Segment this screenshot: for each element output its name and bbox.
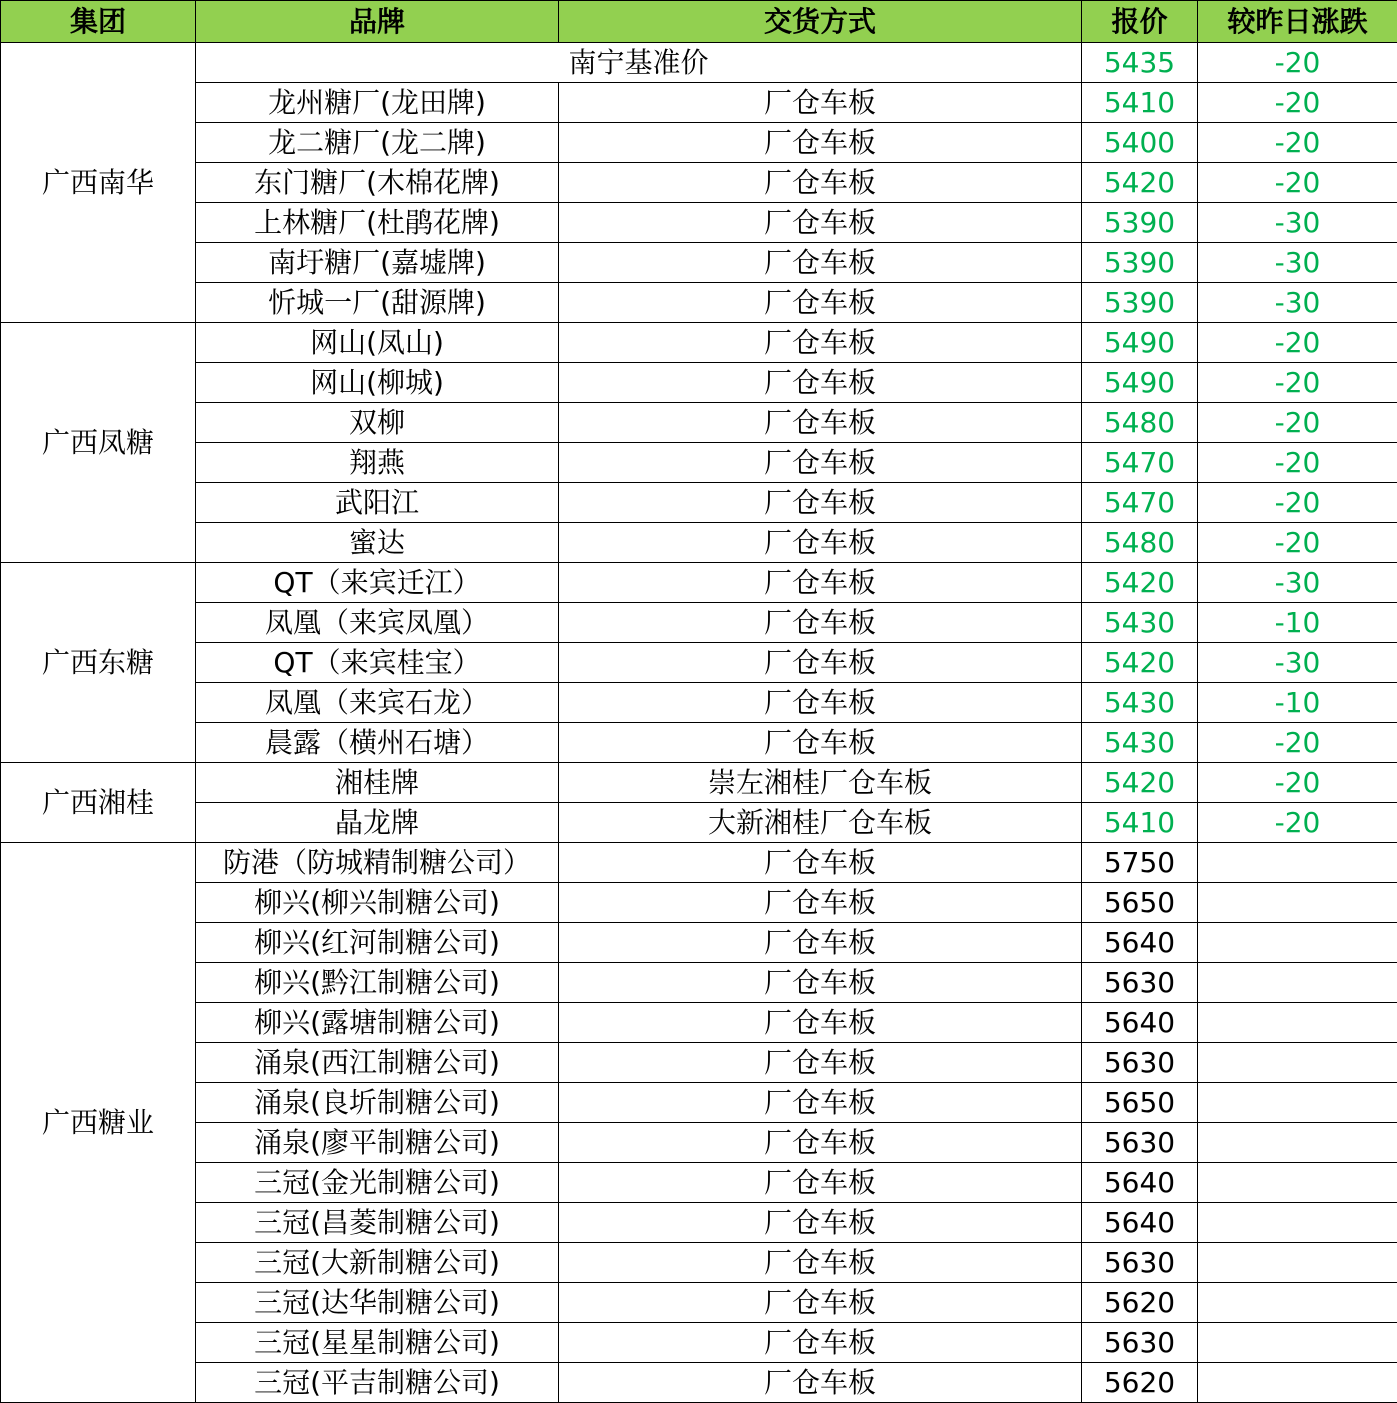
brand-cell: 南圩糖厂(嘉墟牌): [196, 243, 559, 283]
price-cell: 5390: [1082, 203, 1198, 243]
delivery-cell: 厂仓车板: [559, 643, 1082, 683]
header-change: 较昨日涨跌: [1198, 1, 1397, 43]
price-cell: 5470: [1082, 483, 1198, 523]
brand-cell: 翔燕: [196, 443, 559, 483]
price-cell: 5630: [1082, 1043, 1198, 1083]
brand-cell: 涌泉(西江制糖公司): [196, 1043, 559, 1083]
table-row: [1, 83, 1397, 123]
brand-cell: 防港（防城精制糖公司）: [196, 843, 559, 883]
change-cell: [1198, 1363, 1397, 1403]
table-row: [1, 363, 1397, 403]
table-row: [1, 1043, 1397, 1083]
benchmark-change: -20: [1198, 43, 1397, 83]
delivery-cell: 厂仓车板: [559, 443, 1082, 483]
change-cell: -30: [1198, 243, 1397, 283]
price-cell: 5640: [1082, 1203, 1198, 1243]
table-row: [1, 1003, 1397, 1043]
brand-cell: 三冠(平吉制糖公司): [196, 1363, 559, 1403]
delivery-cell: 厂仓车板: [559, 523, 1082, 563]
brand-cell: 东门糖厂(木棉花牌): [196, 163, 559, 203]
delivery-cell: 厂仓车板: [559, 323, 1082, 363]
delivery-cell: 厂仓车板: [559, 1363, 1082, 1403]
price-cell: 5420: [1082, 643, 1198, 683]
change-cell: -20: [1198, 363, 1397, 403]
header-group: 集团: [1, 1, 196, 43]
delivery-cell: 厂仓车板: [559, 683, 1082, 723]
brand-cell: 双柳: [196, 403, 559, 443]
delivery-cell: 厂仓车板: [559, 1043, 1082, 1083]
brand-cell: 柳兴(黔江制糖公司): [196, 963, 559, 1003]
price-cell: 5620: [1082, 1363, 1198, 1403]
delivery-cell: 厂仓车板: [559, 1203, 1082, 1243]
group-name-cell: 广西南华: [1, 43, 196, 323]
delivery-cell: 厂仓车板: [559, 363, 1082, 403]
delivery-cell: 厂仓车板: [559, 843, 1082, 883]
table-row: [1, 1123, 1397, 1163]
price-cell: 5630: [1082, 1243, 1198, 1283]
price-cell: 5390: [1082, 283, 1198, 323]
table-row: [1, 1163, 1397, 1203]
table-body: [1, 43, 1397, 1403]
brand-cell: 晨露（横州石塘）: [196, 723, 559, 763]
brand-cell: 三冠(昌菱制糖公司): [196, 1203, 559, 1243]
table-row: [1, 643, 1397, 683]
price-cell: 5400: [1082, 123, 1198, 163]
price-cell: 5420: [1082, 763, 1198, 803]
brand-cell: 柳兴(红河制糖公司): [196, 923, 559, 963]
brand-cell: 武阳江: [196, 483, 559, 523]
change-cell: [1198, 1003, 1397, 1043]
change-cell: -30: [1198, 643, 1397, 683]
brand-cell: QT（来宾迁江）: [196, 563, 559, 603]
price-cell: 5750: [1082, 843, 1198, 883]
change-cell: [1198, 1083, 1397, 1123]
change-cell: [1198, 963, 1397, 1003]
table-row: [1, 1243, 1397, 1283]
change-cell: -20: [1198, 443, 1397, 483]
brand-cell: 晶龙牌: [196, 803, 559, 843]
delivery-cell: 厂仓车板: [559, 403, 1082, 443]
table-row: [1, 683, 1397, 723]
change-cell: -20: [1198, 763, 1397, 803]
brand-cell: 上林糖厂(杜鹃花牌): [196, 203, 559, 243]
delivery-cell: 厂仓车板: [559, 123, 1082, 163]
header-delivery: 交货方式: [559, 1, 1082, 43]
delivery-cell: 厂仓车板: [559, 1323, 1082, 1363]
brand-cell: 忻城一厂(甜源牌): [196, 283, 559, 323]
delivery-cell: 厂仓车板: [559, 963, 1082, 1003]
delivery-cell: 厂仓车板: [559, 1083, 1082, 1123]
header-brand: 品牌: [196, 1, 559, 43]
table-row: [1, 1283, 1397, 1323]
change-cell: [1198, 1203, 1397, 1243]
brand-cell: 凤凰（来宾石龙）: [196, 683, 559, 723]
table-row: [1, 283, 1397, 323]
brand-cell: 蜜达: [196, 523, 559, 563]
change-cell: [1198, 883, 1397, 923]
delivery-cell: 厂仓车板: [559, 923, 1082, 963]
group-name-cell: 广西湘桂: [1, 763, 196, 843]
brand-cell: 三冠(星星制糖公司): [196, 1323, 559, 1363]
price-cell: 5650: [1082, 1083, 1198, 1123]
price-cell: 5410: [1082, 83, 1198, 123]
price-cell: 5640: [1082, 1003, 1198, 1043]
price-cell: 5620: [1082, 1283, 1198, 1323]
brand-cell: 网山(柳城): [196, 363, 559, 403]
group-name-cell: 广西凤糖: [1, 323, 196, 563]
delivery-cell: 崇左湘桂厂仓车板: [559, 763, 1082, 803]
delivery-cell: 厂仓车板: [559, 1283, 1082, 1323]
price-cell: 5640: [1082, 923, 1198, 963]
table-row: [1, 123, 1397, 163]
benchmark-price: 5435: [1082, 43, 1198, 83]
price-cell: 5630: [1082, 1323, 1198, 1363]
change-cell: -30: [1198, 283, 1397, 323]
brand-cell: 龙州糖厂(龙田牌): [196, 83, 559, 123]
delivery-cell: 大新湘桂厂仓车板: [559, 803, 1082, 843]
table-row: [1, 403, 1397, 443]
brand-cell: 凤凰（来宾凤凰）: [196, 603, 559, 643]
brand-cell: QT（来宾桂宝）: [196, 643, 559, 683]
price-cell: 5390: [1082, 243, 1198, 283]
brand-cell: 三冠(达华制糖公司): [196, 1283, 559, 1323]
table-row: [1, 203, 1397, 243]
price-cell: 5430: [1082, 723, 1198, 763]
price-cell: 5430: [1082, 603, 1198, 643]
table-row: [1, 883, 1397, 923]
table-row: [1, 603, 1397, 643]
change-cell: [1198, 923, 1397, 963]
delivery-cell: 厂仓车板: [559, 603, 1082, 643]
table-row: [1, 923, 1397, 963]
change-cell: [1198, 1243, 1397, 1283]
table-row: [1, 483, 1397, 523]
header-price: 报价: [1082, 1, 1198, 43]
group-name-cell: 广西糖业: [1, 843, 196, 1403]
brand-cell: 柳兴(柳兴制糖公司): [196, 883, 559, 923]
delivery-cell: 厂仓车板: [559, 283, 1082, 323]
table-row: [1, 563, 1397, 603]
price-cell: 5430: [1082, 683, 1198, 723]
change-cell: [1198, 1123, 1397, 1163]
table-row: [1, 1083, 1397, 1123]
header-row: [1, 1, 1397, 43]
change-cell: -10: [1198, 683, 1397, 723]
price-cell: 5420: [1082, 563, 1198, 603]
delivery-cell: 厂仓车板: [559, 163, 1082, 203]
delivery-cell: 厂仓车板: [559, 1163, 1082, 1203]
table-row: [1, 323, 1397, 363]
delivery-cell: 厂仓车板: [559, 1003, 1082, 1043]
delivery-cell: 厂仓车板: [559, 563, 1082, 603]
change-cell: -20: [1198, 323, 1397, 363]
table-row: [1, 163, 1397, 203]
brand-cell: 三冠(大新制糖公司): [196, 1243, 559, 1283]
delivery-cell: 厂仓车板: [559, 1243, 1082, 1283]
change-cell: -10: [1198, 603, 1397, 643]
table-row: [1, 1363, 1397, 1403]
change-cell: [1198, 1163, 1397, 1203]
change-cell: -20: [1198, 483, 1397, 523]
group-name-cell: 广西东糖: [1, 563, 196, 763]
price-cell: 5650: [1082, 883, 1198, 923]
price-cell: 5630: [1082, 1123, 1198, 1163]
price-cell: 5630: [1082, 963, 1198, 1003]
price-cell: 5480: [1082, 523, 1198, 563]
benchmark-row: [1, 43, 1397, 83]
change-cell: -20: [1198, 163, 1397, 203]
change-cell: -30: [1198, 563, 1397, 603]
delivery-cell: 厂仓车板: [559, 1123, 1082, 1163]
price-cell: 5420: [1082, 163, 1198, 203]
price-cell: 5490: [1082, 363, 1198, 403]
brand-cell: 湘桂牌: [196, 763, 559, 803]
delivery-cell: 厂仓车板: [559, 243, 1082, 283]
change-cell: -20: [1198, 123, 1397, 163]
price-cell: 5410: [1082, 803, 1198, 843]
delivery-cell: 厂仓车板: [559, 203, 1082, 243]
table-row: [1, 763, 1397, 803]
delivery-cell: 厂仓车板: [559, 83, 1082, 123]
table-row: [1, 443, 1397, 483]
table-row: [1, 723, 1397, 763]
delivery-cell: 厂仓车板: [559, 723, 1082, 763]
change-cell: [1198, 1283, 1397, 1323]
change-cell: -20: [1198, 83, 1397, 123]
table-row: [1, 843, 1397, 883]
change-cell: [1198, 843, 1397, 883]
price-cell: 5470: [1082, 443, 1198, 483]
delivery-cell: 厂仓车板: [559, 883, 1082, 923]
price-cell: 5480: [1082, 403, 1198, 443]
delivery-cell: 厂仓车板: [559, 483, 1082, 523]
change-cell: [1198, 1043, 1397, 1083]
brand-cell: 涌泉(廖平制糖公司): [196, 1123, 559, 1163]
brand-cell: 柳兴(露塘制糖公司): [196, 1003, 559, 1043]
change-cell: [1198, 1323, 1397, 1363]
table-row: [1, 803, 1397, 843]
benchmark-label: 南宁基准价: [196, 43, 1082, 83]
table-row: [1, 1203, 1397, 1243]
change-cell: -20: [1198, 523, 1397, 563]
brand-cell: 网山(凤山): [196, 323, 559, 363]
brand-cell: 龙二糖厂(龙二牌): [196, 123, 559, 163]
brand-cell: 涌泉(良圻制糖公司): [196, 1083, 559, 1123]
change-cell: -20: [1198, 723, 1397, 763]
change-cell: -30: [1198, 203, 1397, 243]
change-cell: -20: [1198, 403, 1397, 443]
table-row: [1, 963, 1397, 1003]
brand-cell: 三冠(金光制糖公司): [196, 1163, 559, 1203]
table-row: [1, 523, 1397, 563]
price-cell: 5640: [1082, 1163, 1198, 1203]
change-cell: -20: [1198, 803, 1397, 843]
price-cell: 5490: [1082, 323, 1198, 363]
table-row: [1, 1323, 1397, 1363]
table-row: [1, 243, 1397, 283]
